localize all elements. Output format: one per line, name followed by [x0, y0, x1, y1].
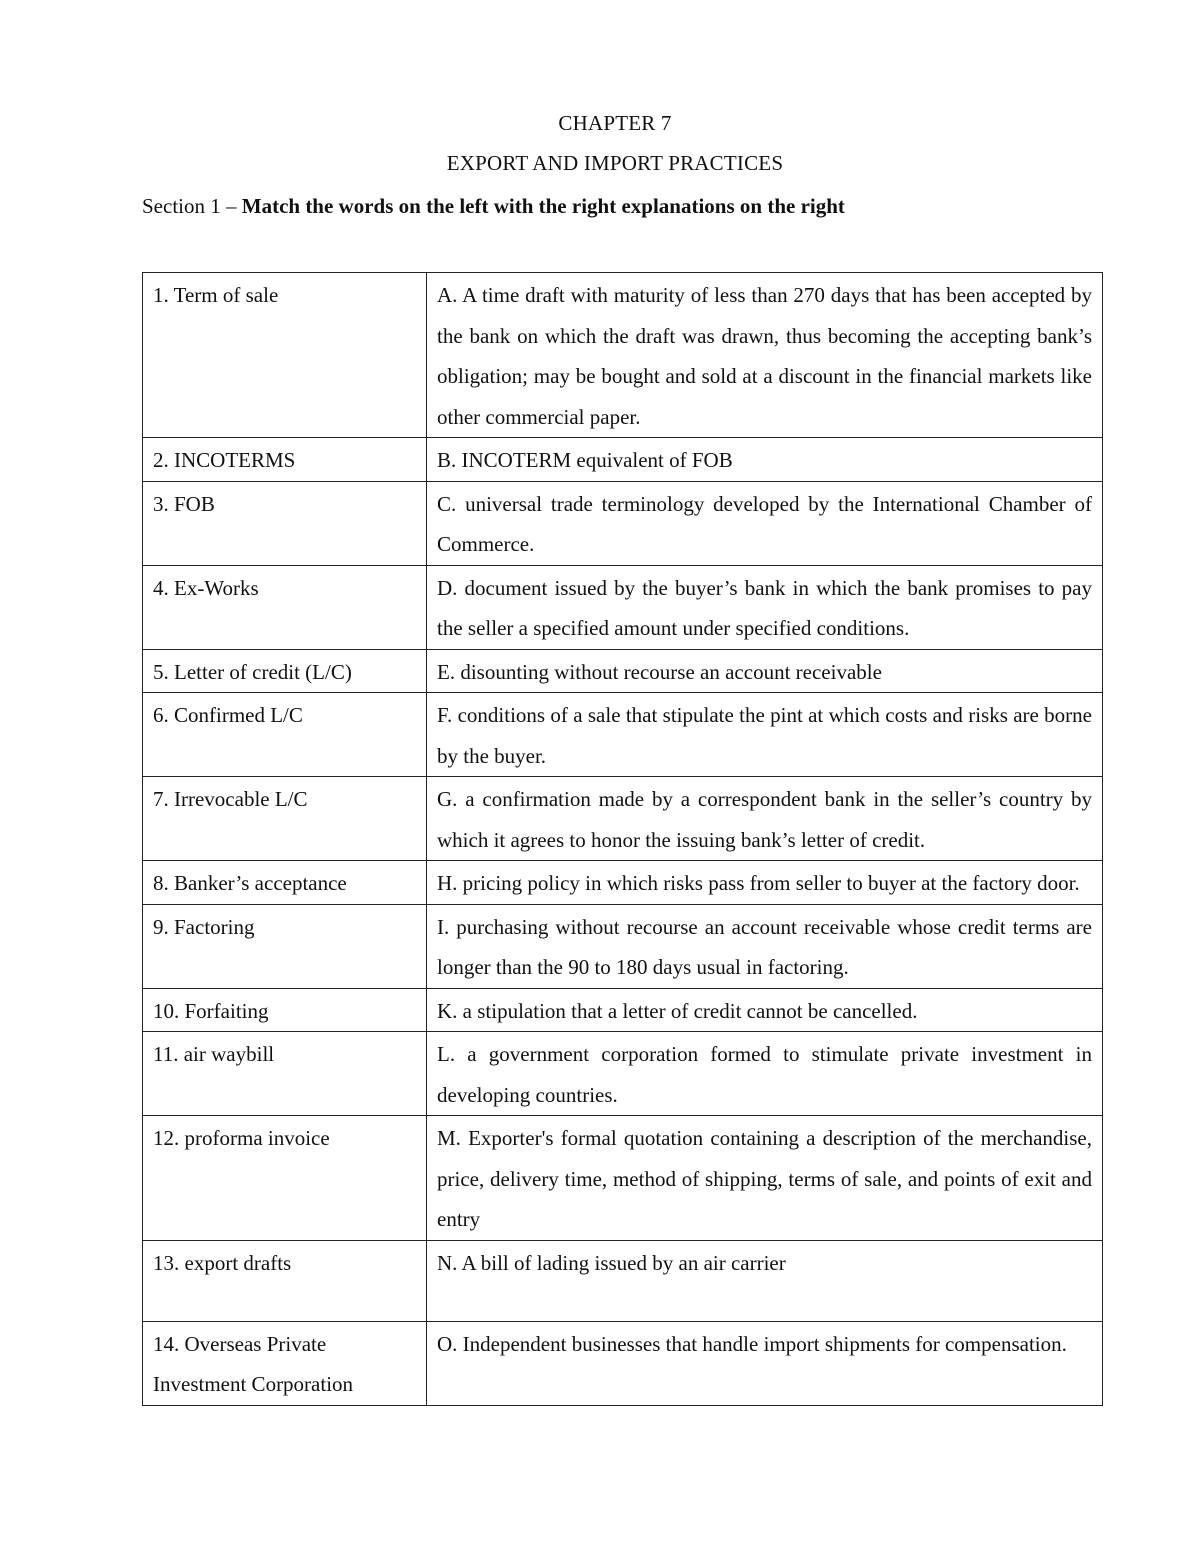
definition-cell: M. Exporter's formal quotation containing a description of the merchandise, price, delivery time, method of shipping, terms of sale, and points of exit and entry	[427, 1116, 1103, 1241]
term-cell: 3. FOB	[143, 481, 427, 565]
definition-cell: A. A time draft with maturity of less than 270 days that has been accepted by the bank on which the draft was drawn, thus becoming the accepting bank’s obligation; may be bought and sold at a discount in the financial markets like other commercial paper.	[427, 273, 1103, 438]
table-row	[143, 481, 1103, 565]
term-cell: 14. Overseas Private Investment Corporation	[143, 1321, 427, 1405]
term-cell: 2. INCOTERMS	[143, 438, 427, 482]
chapter-number: CHAPTER 7	[558, 111, 672, 135]
term-cell: 9. Factoring	[143, 904, 427, 988]
term-cell: 8. Banker’s acceptance	[143, 861, 427, 905]
term-cell: 4. Ex-Works	[143, 565, 427, 649]
definition-cell: H. pricing policy in which risks pass from seller to buyer at the factory door.	[427, 861, 1103, 905]
term-cell: 6. Confirmed L/C	[143, 693, 427, 777]
chapter-title: EXPORT AND IMPORT PRACTICES	[446, 151, 784, 175]
term-cell: 10. Forfaiting	[143, 988, 427, 1032]
table-row	[143, 693, 1103, 777]
table-row	[143, 649, 1103, 693]
term-cell: 12. proforma invoice	[143, 1116, 427, 1241]
table-row	[143, 1116, 1103, 1241]
term-cell: 5. Letter of credit (L/C)	[143, 649, 427, 693]
table-row	[143, 565, 1103, 649]
definition-cell: O. Independent businesses that handle import shipments for compensation.	[427, 1321, 1103, 1405]
term-cell: 11. air waybill	[143, 1032, 427, 1116]
matching-table	[142, 272, 1103, 1406]
definition-cell: I. purchasing without recourse an account receivable whose credit terms are longer than the 90 to 180 days usual in factoring.	[427, 904, 1103, 988]
term-cell: 13. export drafts	[143, 1240, 427, 1321]
table-row	[143, 1321, 1103, 1405]
definition-cell: G. a confirmation made by a correspondent bank in the seller’s country by which it agrees to honor the issuing bank’s letter of credit.	[427, 777, 1103, 861]
table-row	[143, 1032, 1103, 1116]
term-cell: 7. Irrevocable L/C	[143, 777, 427, 861]
definition-cell: L. a government corporation formed to stimulate private investment in developing countries.	[427, 1032, 1103, 1116]
definition-cell: B. INCOTERM equivalent of FOB	[427, 438, 1103, 482]
table-row	[143, 438, 1103, 482]
table-row	[143, 988, 1103, 1032]
definition-cell: F. conditions of a sale that stipulate the pint at which costs and risks are borne by the buyer.	[427, 693, 1103, 777]
definition-cell: D. document issued by the buyer’s bank in which the bank promises to pay the seller a specified amount under specified conditions.	[427, 565, 1103, 649]
definition-cell: K. a stipulation that a letter of credit cannot be cancelled.	[427, 988, 1103, 1032]
table-row	[143, 273, 1103, 438]
section-instruction: Match the words on the left with the right explanations on the right	[241, 194, 845, 218]
table-row	[143, 904, 1103, 988]
term-cell: 1. Term of sale	[143, 273, 427, 438]
section-heading	[142, 193, 845, 219]
table-row	[143, 1240, 1103, 1321]
definition-cell: E. disounting without recourse an account receivable	[427, 649, 1103, 693]
table-row	[143, 777, 1103, 861]
definition-cell: C. universal trade terminology developed by the International Chamber of Commerce.	[427, 481, 1103, 565]
table-row	[143, 861, 1103, 905]
definition-cell: N. A bill of lading issued by an air carrier	[427, 1240, 1103, 1321]
section-label: Section 1 –	[142, 194, 242, 218]
